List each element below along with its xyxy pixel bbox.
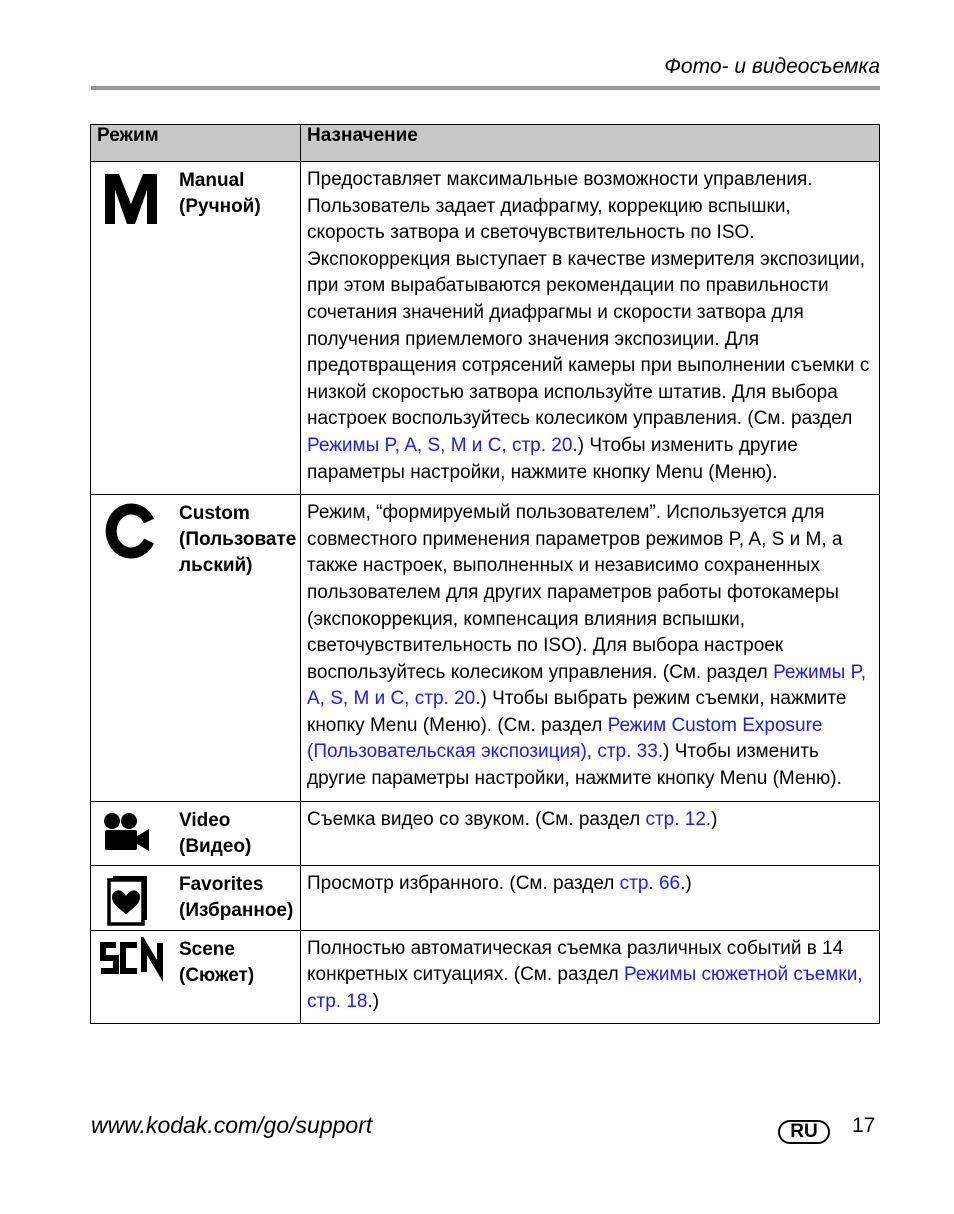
cross-reference-link[interactable]: Режимы сюжетной съемки, стр. 18 <box>307 964 863 1012</box>
description-text: .) Чтобы выбрать режим съемки, нажмите кнопку Menu (Меню). (См. раздел <box>307 688 847 736</box>
favorites-heart-icon <box>97 872 167 932</box>
mode-name-ru: (Видео) <box>179 835 252 857</box>
description-text: .) <box>705 808 718 830</box>
description-text: Режим, “формируемый пользователем”. Используется для совместного применения параметров режимов P, A, S и M, а также настроек, выполненных и независимо сохраненных пользователем для других параметров работы фотокамеры (экспокоррекция, компенсация влияния вспышки, светочувствительность по ISO). Для выбора настроек воспользуйтесь колесиком управления. (См. раздел <box>307 502 843 683</box>
table-header-row <box>91 125 880 162</box>
cross-reference-link[interactable]: Режимы P, A, S, M и C, стр. 20 <box>307 434 573 456</box>
mode-name-en: Manual <box>179 170 245 191</box>
table-row <box>91 495 880 802</box>
mode-name-ru: (Избранное) <box>179 899 294 921</box>
description-text: Предоставляет максимальные возможности управления. Пользователь задает диафрагму, коррекцию вспышки, скорость затвора и светочувствительность по ISO. Экспокоррекция выступает в качестве измерителя экспозиции, при этом вырабатываются рекомендации по правильности сочетания значений диафрагмы и скорости затвора для получения приемлемого значения экспозиции. Для предотвращения сотрясений камеры при выполнении съемки с низкой скоростью затвора используйте штатив. Для выбора настроек воспользуйтесь колесиком управления. (См. раздел <box>307 169 870 430</box>
mode-name-ru: (Сюжет) <box>179 964 255 986</box>
table-row <box>91 865 880 930</box>
table-row <box>91 162 880 495</box>
page-number: 17 <box>852 1114 876 1137</box>
description-text: .) Чтобы изменить другие параметры настройки, нажмите кнопку Menu (Меню). <box>307 434 798 483</box>
mode-name-en: Custom <box>179 503 250 525</box>
cross-reference-link[interactable]: стр. 66 <box>619 872 681 894</box>
mode-cell-scene <box>91 930 301 1024</box>
manual-mode-icon <box>97 168 167 228</box>
table-row <box>91 930 880 1024</box>
mode-name-en: Video <box>179 809 231 831</box>
section-title: Фото- и видеосъемка <box>664 55 880 78</box>
scene-mode-icon <box>97 937 167 997</box>
cross-reference-link[interactable]: стр. 12 <box>645 808 706 830</box>
mode-name-ru: (Пользовате <box>179 529 297 551</box>
mode-description-scene <box>301 930 880 1024</box>
description-text: Полностью автоматическая съемка различных событий в 14 конкретных ситуациях. (См. раздел <box>307 937 844 986</box>
mode-cell-video <box>91 801 301 865</box>
mode-description-custom <box>301 495 880 802</box>
mode-name-en: Scene <box>179 938 235 960</box>
description-text: .) <box>680 872 692 894</box>
description-text: Съемка видео со звуком. (См. раздел <box>307 808 646 830</box>
modes-table <box>90 124 880 1024</box>
description-text: .) <box>367 990 380 1012</box>
mode-description-video <box>301 801 880 865</box>
mode-cell-custom <box>91 495 301 802</box>
cross-reference-link[interactable]: Режим Custom Exposure (Пользовательская экспозиция), стр. 33 <box>307 714 823 763</box>
mode-cell-manual <box>91 162 301 495</box>
mode-cell-favorites <box>91 865 301 930</box>
footer-url: www.kodak.com/go/support <box>91 1112 373 1138</box>
header-divider <box>91 86 880 90</box>
mode-name-en: Favorites <box>179 873 264 895</box>
mode-description-favorites <box>301 865 880 930</box>
mode-description-manual <box>301 162 880 495</box>
mode-name-ru-cont: льский) <box>179 555 253 577</box>
video-camera-icon <box>97 808 167 868</box>
table-row <box>91 801 880 865</box>
cross-reference-link[interactable]: Режимы P, A, S, M и C, стр. 20 <box>307 661 867 710</box>
mode-name-ru: (Ручной) <box>179 196 261 217</box>
custom-mode-icon <box>97 501 167 561</box>
description-text: Просмотр избранного. (См. раздел <box>307 872 620 894</box>
column-header-mode: Режим <box>91 125 301 162</box>
description-text: .) Чтобы изменить другие параметры настройки, нажмите кнопку Menu (Меню). <box>307 741 842 790</box>
language-badge: RU <box>778 1120 830 1144</box>
column-header-purpose: Назначение <box>301 125 880 162</box>
